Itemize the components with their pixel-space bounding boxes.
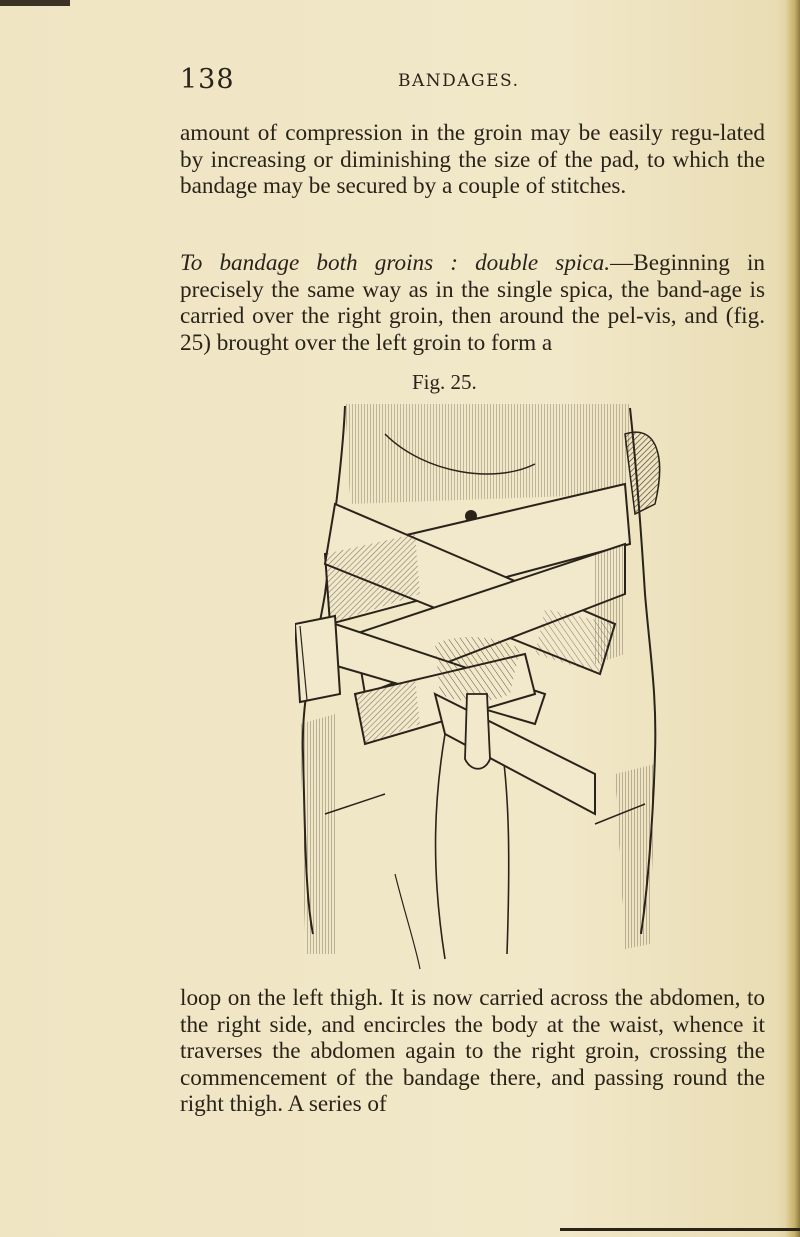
waist-band (345, 404, 630, 504)
inner-left-thigh (436, 734, 445, 959)
genital-detail (465, 694, 490, 769)
running-head: BANDAGES. (398, 71, 520, 91)
paragraph-double-spica (180, 250, 765, 356)
paragraph-double-spica-body: —Beginning in precisely the same way as in the single spica, the band-age is carried over the right groin, then around the pel-vis, and (fig. 25) brought over the left groin to form a (180, 250, 766, 356)
paragraph-loop-continuation: loop on the left thigh. It is now carried across the abdomen, to the right side, and encircles the body at the waist, whence it traverses the abdomen again to the right groin, crossing the commencement of the bandage there, and passing round the right thigh. A series of (180, 985, 765, 1117)
bandage-illustration (295, 394, 680, 976)
section-heading-italic: To bandage both groins : double spica. (180, 250, 611, 276)
paragraph-compression: amount of compression in the groin may be easily regu-lated by increasing or diminishing the size of the pad, to which the bandage may be secured by a couple of stitches. (180, 120, 765, 199)
bandage-roll (295, 616, 340, 702)
figure-caption: Fig. 25. (412, 370, 477, 394)
page-number: 138 (180, 64, 235, 95)
bandage-tie-end (625, 432, 660, 514)
pubic-region (435, 637, 520, 701)
page-edge-shadow (0, 0, 70, 6)
page-gutter-edge (786, 0, 800, 1237)
page-bottom-edge (560, 1228, 800, 1231)
